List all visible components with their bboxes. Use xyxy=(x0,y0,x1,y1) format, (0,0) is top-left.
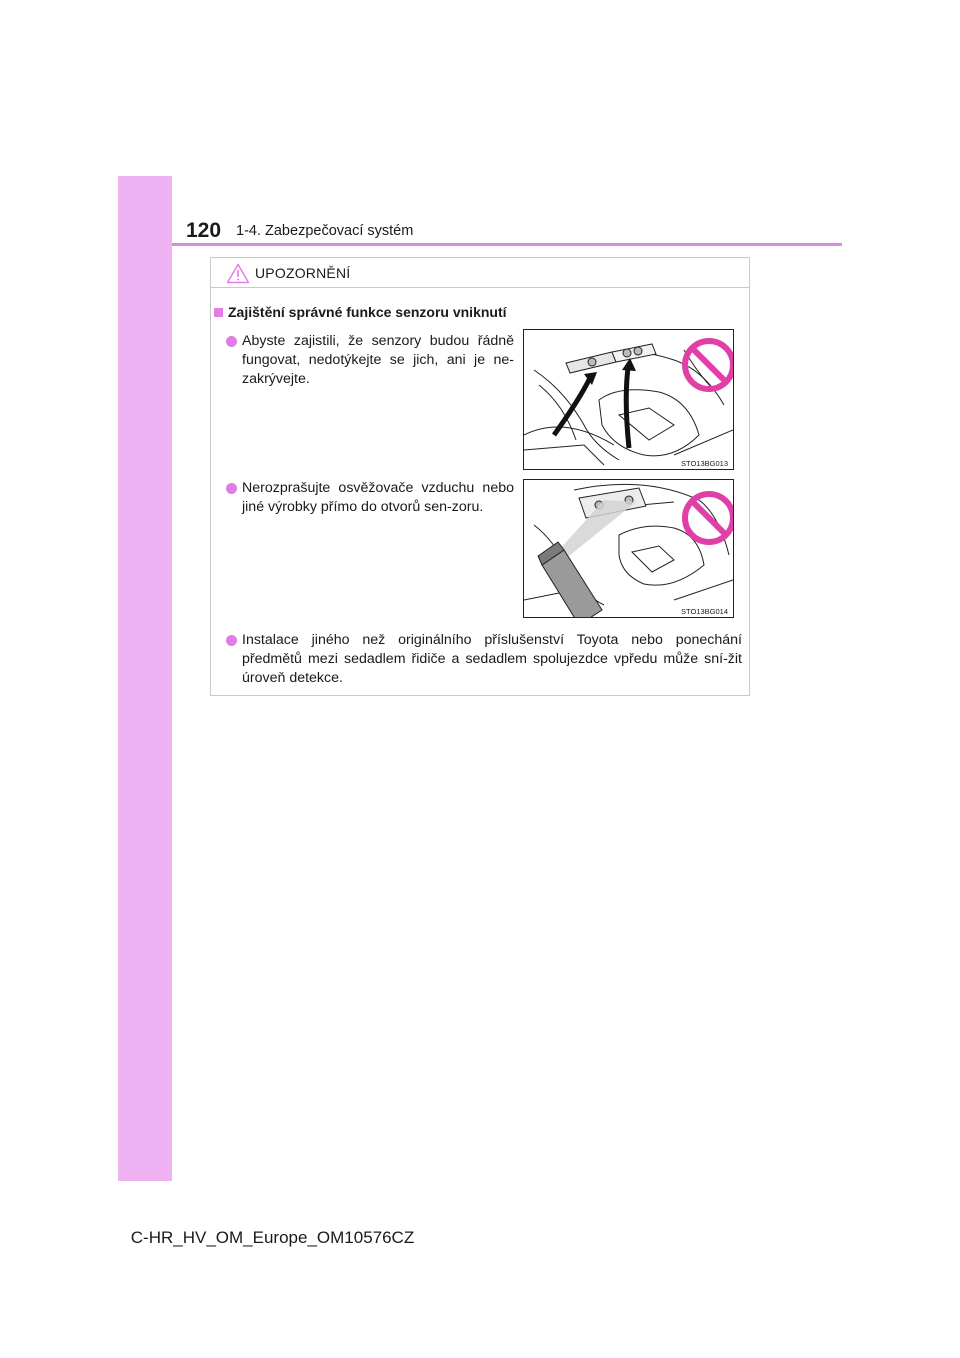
footer-document-code: C-HR_HV_OM_Europe_OM10576CZ xyxy=(130,1228,415,1247)
bullet-dot-icon xyxy=(226,483,237,494)
prohibited-icon xyxy=(685,341,733,389)
sensor-touch-illustration xyxy=(524,330,733,469)
caution-label: UPOZORNĚNÍ xyxy=(255,265,351,281)
sensor-spray-illustration xyxy=(524,480,733,617)
side-tab xyxy=(118,176,172,1181)
page-number: 120 xyxy=(186,219,222,242)
caution-subheading xyxy=(214,304,507,320)
figure-code: STO13BG013 xyxy=(681,459,728,468)
bullet-text: Nerozprašujte osvěžovače vzduchu nebo jiné výrobky přímo do otvorů sen-zoru. xyxy=(242,480,514,515)
bullet-dot-icon xyxy=(226,336,237,347)
figure-code: STO13BG014 xyxy=(681,607,728,616)
figure-sensor-spray xyxy=(523,479,734,618)
square-bullet-icon xyxy=(214,308,223,317)
bullet-dot-icon xyxy=(226,635,237,646)
caution-box xyxy=(210,257,750,696)
bullet-item xyxy=(242,332,514,389)
header-rule xyxy=(172,243,842,246)
bullet-text: Abyste zajistili, že senzory budou řádně fungovat, nedotýkejte se jich, ani je ne-zakrývejte. xyxy=(242,333,514,387)
warning-triangle-icon xyxy=(226,263,250,284)
section-title: 1-4. Zabezpečovací systém xyxy=(236,223,414,239)
caution-header xyxy=(211,258,749,288)
prohibited-icon xyxy=(685,494,733,542)
subheading-text: Zajištění správné funkce senzoru vniknutí xyxy=(228,304,507,320)
figure-sensor-touch xyxy=(523,329,734,470)
bullet-item xyxy=(242,631,742,688)
bullet-text: Instalace jiného než originálního příslušenství Toyota nebo ponechání předmětů mezi sedadlem řidiče a sedadlem spolujezdce vpředu může sní-žit úroveň detekce. xyxy=(242,632,742,686)
bullet-item xyxy=(242,479,514,517)
